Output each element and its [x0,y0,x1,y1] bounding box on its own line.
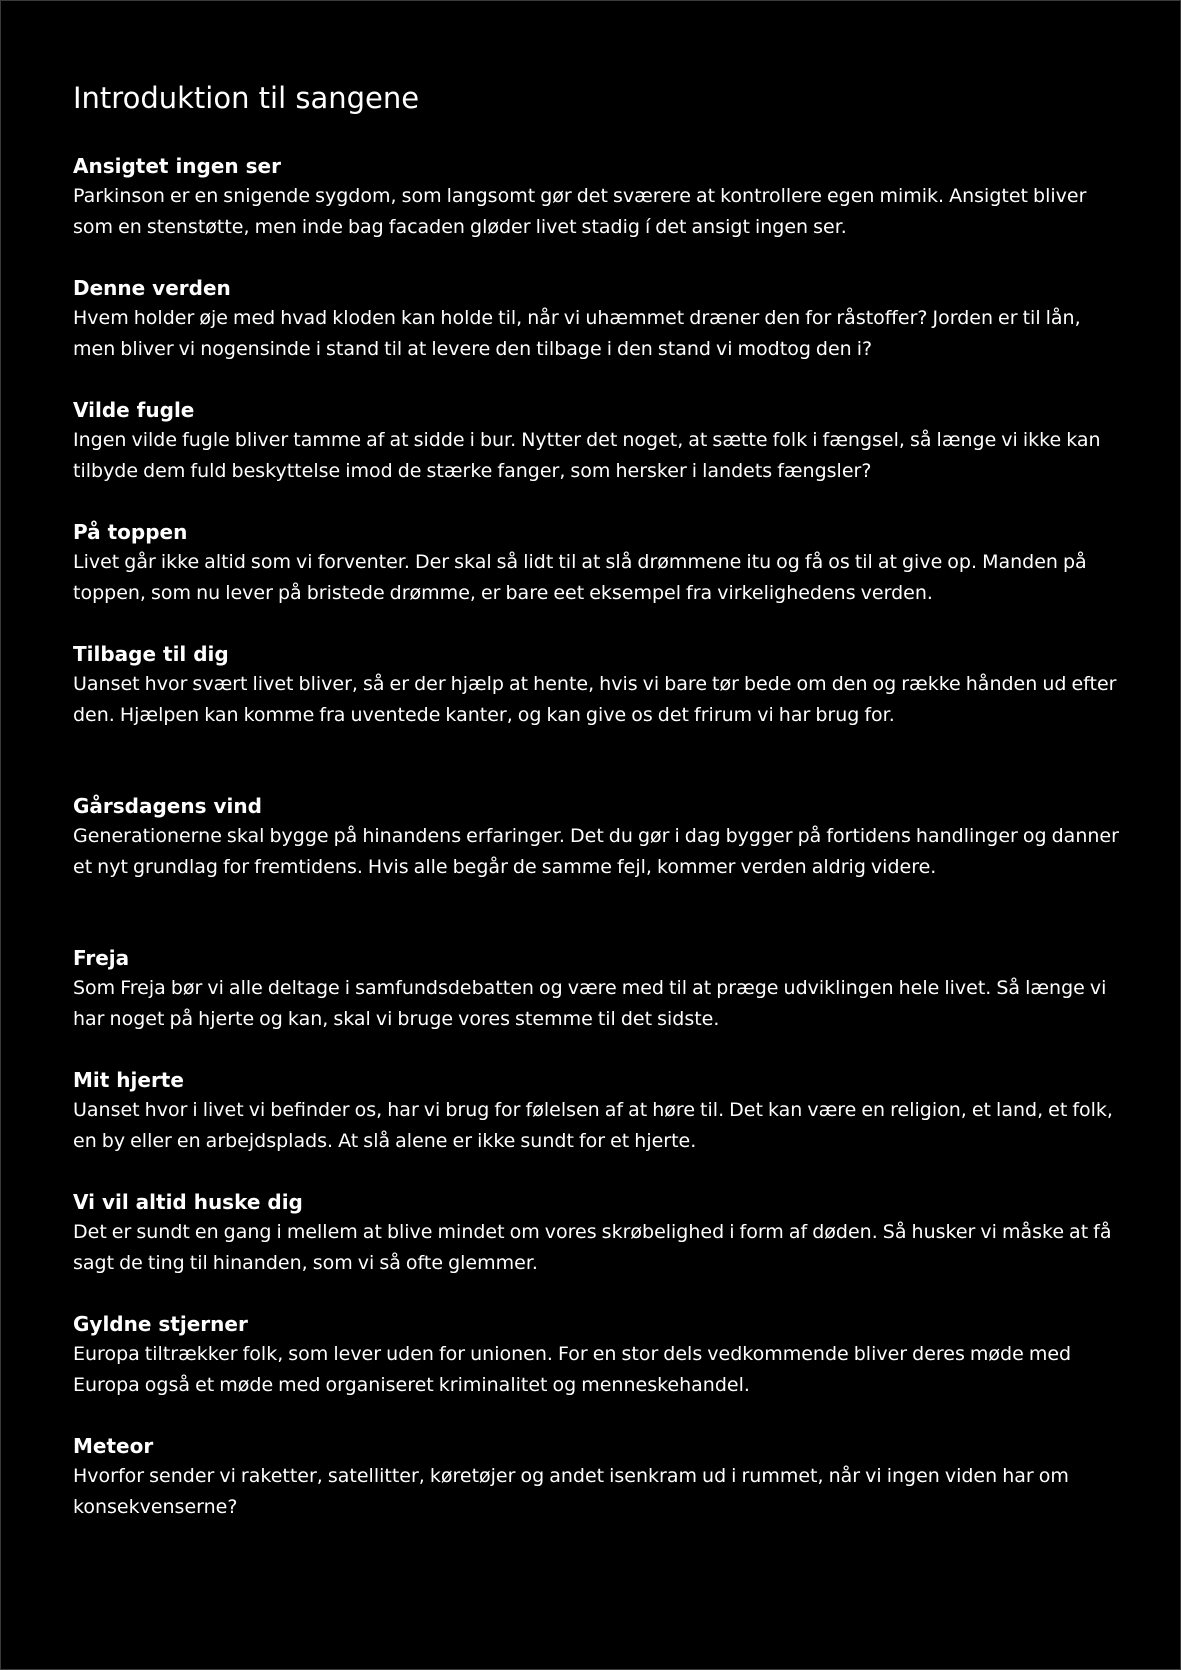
song-entry-vi-vil-altid-huske-dig [73,1187,1123,1278]
song-description: Som Freja bør vi alle deltage i samfundsdebatten og være med til at præge udviklingen hele livet. Så længe vi har noget på hjerte og kan, skal vi bruge vores stemme til det sidste. [73,977,1107,1030]
song-description: Det er sundt en gang i mellem at blive mindet om vores skrøbelighed i form af døden. Så husker vi måske at få sagt de ting til hinanden, som vi så ofte glemmer. [73,1221,1112,1274]
song-entry-vilde-fugle [73,395,1123,486]
song-title: Mit hjerte [73,1068,184,1092]
page-title: Introduktion til sangene [73,81,420,115]
song-title: Freja [73,946,130,970]
song-entry-gyldne-stjerner [73,1309,1123,1400]
song-title: Meteor [73,1434,154,1458]
song-description: Europa tiltrækker folk, som lever uden for unionen. For en stor dels vedkommende bliver deres møde med Europa også et møde med organiseret kriminalitet og menneskehandel. [73,1343,1072,1396]
song-title: Ansigtet ingen ser [73,154,281,178]
song-title: Vilde fugle [73,398,195,422]
song-description: Uanset hvor i livet vi befinder os, har vi brug for følelsen af at høre til. Det kan være en religion, et land, et folk, en by eller en arbejdsplads. At slå alene er ikke sundt for et hjerte. [73,1099,1113,1152]
song-entry-freja [73,943,1123,1034]
song-entry-tilbage-til-dig [73,639,1123,730]
song-description: Ingen vilde fugle bliver tamme af at sidde i bur. Nytter det noget, at sætte folk i fængsel, så længe vi ikke kan tilbyde dem fuld beskyttelse imod de stærke fanger, som hersker i landets fængsler? [73,429,1101,482]
song-description: Parkinson er en snigende sygdom, som langsomt gør det sværere at kontrollere egen mimik. Ansigtet bliver som en stenstøtte, men inde bag facaden gløder livet stadig í det ansigt ingen ser. [73,185,1087,238]
song-description: Hvorfor sender vi raketter, satellitter, køretøjer og andet isenkram ud i rummet, når vi ingen viden har om konsekvenserne? [73,1465,1069,1518]
song-entry-denne-verden [73,273,1123,364]
song-title: Vi vil altid huske dig [73,1190,303,1214]
song-description: Generationerne skal bygge på hinandens erfaringer. Det du gør i dag bygger på fortidens handlinger og danner et nyt grundlag for fremtidens. Hvis alle begår de samme fejl, kommer verden aldrig videre. [73,825,1119,878]
song-entry-meteor [73,1431,1123,1522]
song-entry-mit-hjerte [73,1065,1123,1156]
song-description: Uanset hvor svært livet bliver, så er der hjælp at hente, hvis vi bare tør bede om den og række hånden ud efter den. Hjælpen kan komme fra uventede kanter, og kan give os det frirum vi har brug for. [73,673,1117,726]
song-title: Gårsdagens vind [73,794,262,818]
song-entry-gaarsdagens-vind [73,791,1123,882]
song-title: Tilbage til dig [73,642,229,666]
song-description: Livet går ikke altid som vi forventer. Der skal så lidt til at slå drømmene itu og få os til at give op. Manden på toppen, som nu lever på bristede drømme, er bare eet eksempel fra virkelighedens verden. [73,551,1087,604]
song-entry-ansigtet-ingen-ser [73,151,1123,242]
song-title: Gyldne stjerner [73,1312,248,1336]
song-description: Hvem holder øje med hvad kloden kan holde til, når vi uhæmmet dræner den for råstoffer? Jorden er til lån, men bliver vi nogensinde i stand til at levere den tilbage i den stand vi modtog den i? [73,307,1081,360]
song-entry-paa-toppen [73,517,1123,608]
song-title: Denne verden [73,276,231,300]
song-title: På toppen [73,520,188,544]
